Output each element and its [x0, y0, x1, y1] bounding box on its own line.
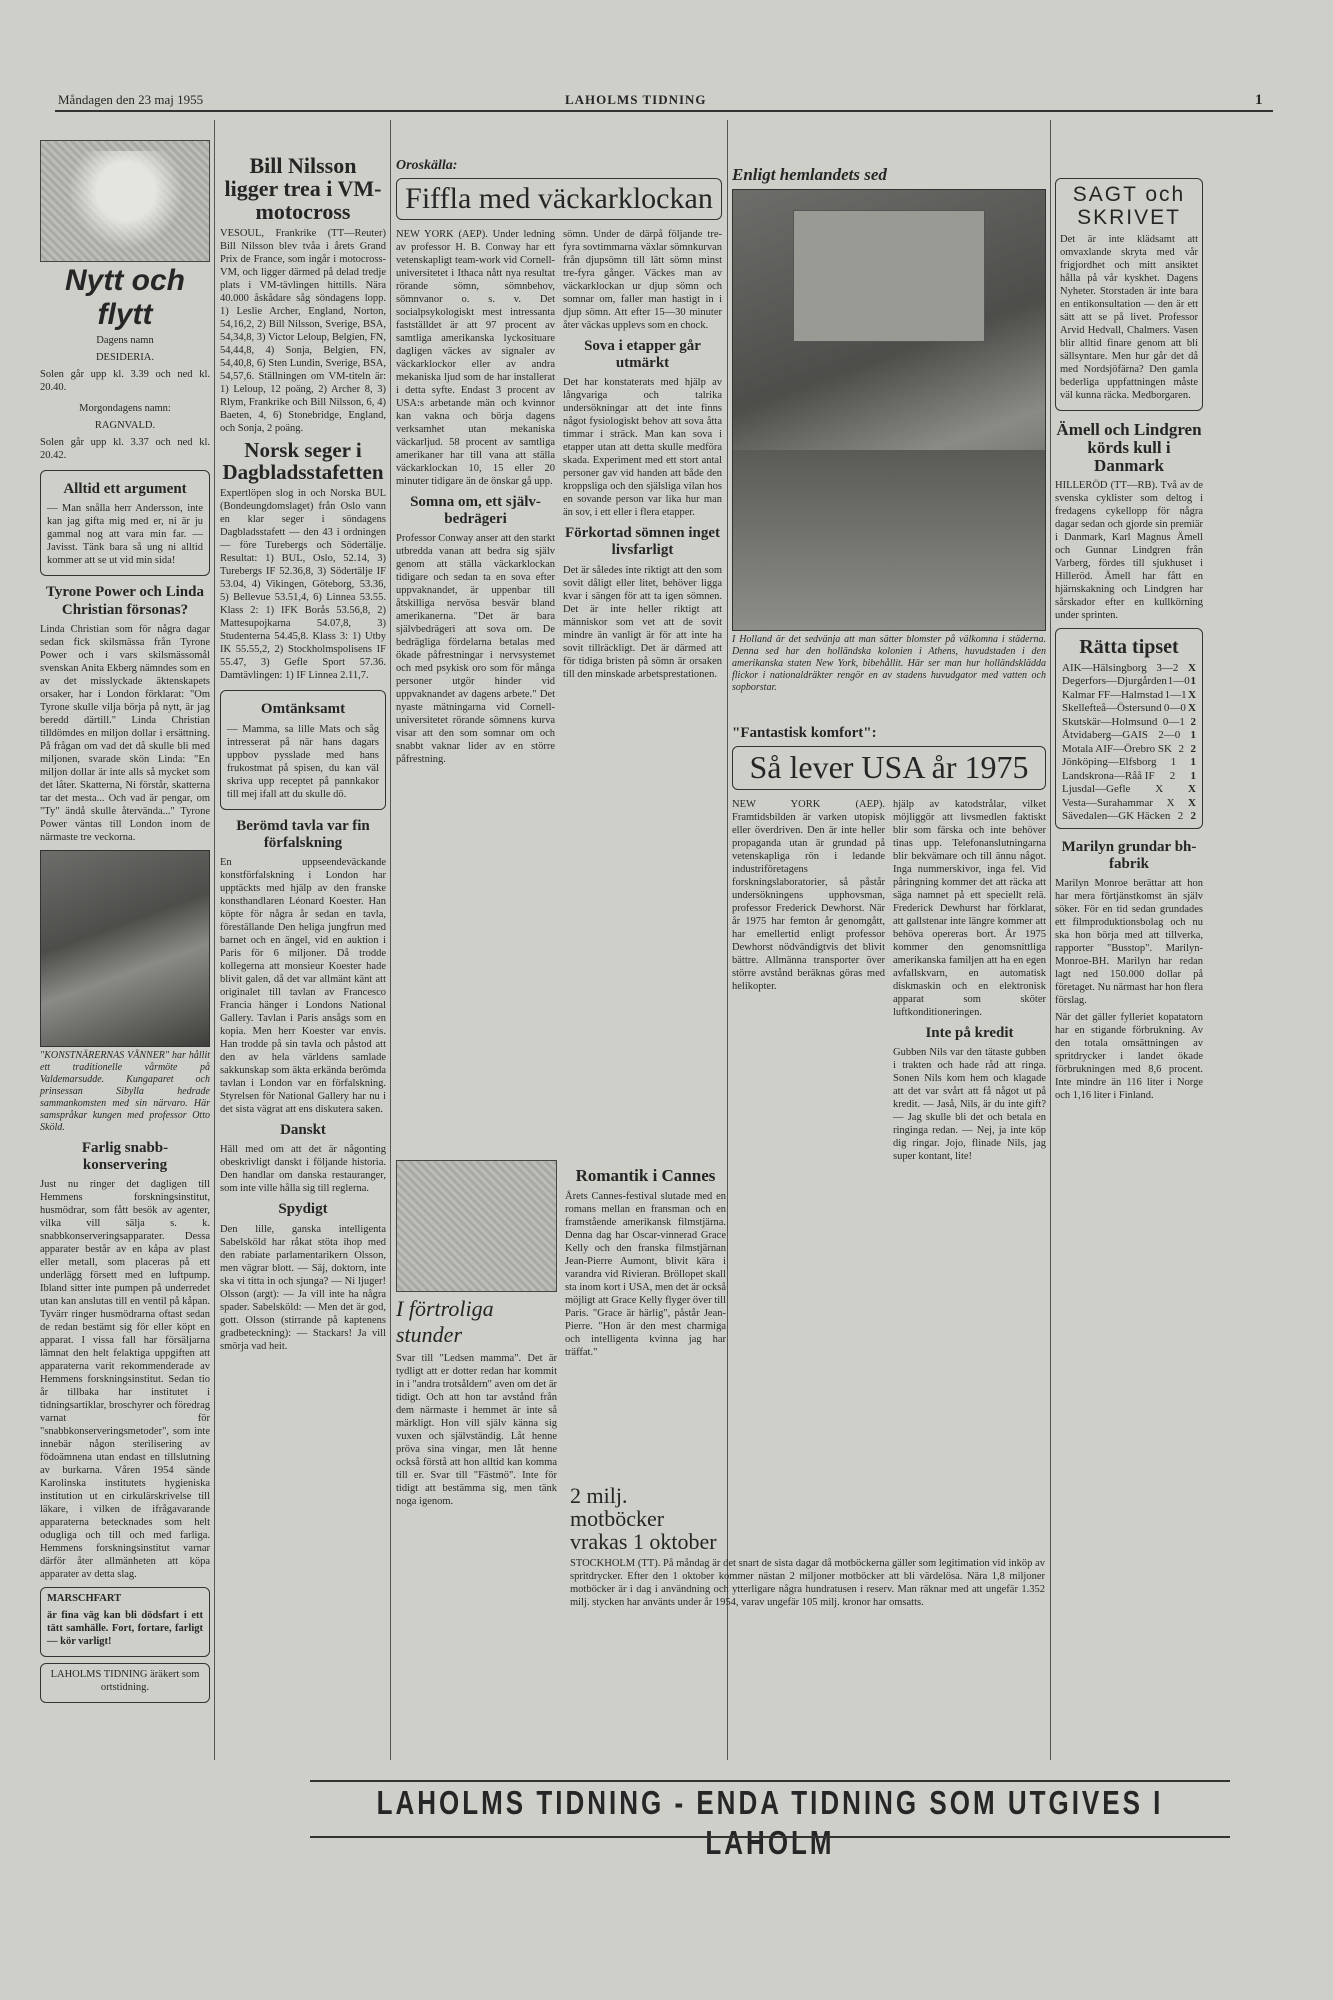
- header-date: Måndagen den 23 maj 1955: [58, 92, 204, 107]
- column-6: [1055, 178, 1203, 1788]
- header-page-number: 1: [1255, 92, 1263, 108]
- tips-row: [1062, 797, 1196, 811]
- marschfart-box: [40, 1587, 210, 1657]
- kicker-label: Oroskälla:: [396, 158, 458, 173]
- sagt-och-skrivet-box: [1055, 178, 1203, 411]
- article-headline: Berömd tavla var fin förfalskning: [236, 817, 370, 851]
- logo-illustration: [40, 140, 210, 262]
- motbocker-article: [570, 1480, 1045, 1780]
- column-3: [396, 158, 722, 1158]
- column-rule: [1050, 120, 1051, 1760]
- tips-sign: 2: [1190, 810, 1196, 823]
- tips-score: 2: [1178, 742, 1184, 755]
- tips-row: [1062, 783, 1196, 797]
- header-rule: [55, 110, 1273, 112]
- tips-row: [1062, 743, 1196, 757]
- tips-row: [1062, 689, 1196, 703]
- bottom-banner: LAHOLMS TIDNING - ENDA TIDNING SOM UTGIVES I LAHOLM: [376, 1782, 1164, 1862]
- tips-row: [1062, 810, 1196, 824]
- tips-score: 2: [1177, 810, 1184, 823]
- tips-score: 0—1: [1162, 715, 1185, 728]
- tips-match: Degerfors—Djurgården: [1062, 675, 1167, 688]
- tips-match: Åtvidaberg—GAIS: [1062, 729, 1148, 742]
- article-body: Just nu ringer det dagligen till Hemmens forskningsinstitut, husmödrar, som fått besök av agenter, vilka vill sälja s. k. snabbkonserveringsapparater. Dessa apparater består av en kåpa av plast eller metall, som placeras på ett underlägg försett med en luftpump. Ibland sitter inte pumpen på underredet utan kan anslutas till en ventil på kåpan. Tyvärr ringer husmödrarna oftast sedan de redan bestämt sig för eller köpt en apparat. I vissa fall har försäljarna lämnat den helt felaktiga uppgiften att apparaterna varit rekommenderade av Hemmens forskningsinstitut. Sedan tio år tillbaka har institutet i tidningsartiklar, broschyrer och föredrag varnat för "snabbkonserveringsmetoder", som inte innebär någon sterilisering av födoämnena utan endast en tillslutning av burkarna. Våren 1954 sände Karolinska institutets hygieniska institution ut en cirkulärskrivelse till läkare, i vilken de ifrågavarande apparaterna betecknades som helt odugliga och till och med farliga. Hemmens forskningsinstitut varnar därför åter allmänheten att köpa apparater av detta slag.: [40, 1179, 210, 1581]
- tips-match: Ljusdal—Gefle: [1062, 783, 1131, 796]
- banner-rule: [310, 1836, 1230, 1838]
- article-body: Expertlöpen slog in och Norska BUL (Bondeungdomslaget) från Oslo vann en klar seger i söndagens Dagbladsstafett — den 43 i ordningen — före Turebergs och Södertälje. Resultat: 1) BUL, Oslo, 52.14, 3) Turebergs IF 52.36,8, 3) Södertälje IF 53.04, 4) Vikingen, Göteborg, 53.36, 5) Bellevue 53.51,4, 6) Linnea 53.55. Klass 2: 1) IFK Borås 53.56,8, 2) Mattesupojkarna 54.07,8, 3) Studenterna 54.45,8. Klass 3: 1) Utby IK 55.55,2, 2) Stockholmspolisens IF 55.47, 3) Gefle Sport 57.36. Damtävlingen: 1) IF Linnea 2.11,7.: [220, 488, 386, 682]
- tips-match: Motala AIF—Örebro SK: [1062, 742, 1172, 755]
- namnsdag-name: DESIDERIA.: [95, 352, 155, 363]
- article-body: NEW YORK (AEP). Under ledning av professor H. B. Conway har ett vetenskapligt team-work vid Cornell-universitetet i Ithaca nått nya resultat rörande sömn, sömnbehov, sömnvanor o. s. v. Det socialpsykologiskt mest intressanta fastställdet är att 97 procent av samtliga amerikanska lyckosituare dagligen väckes av signaler av väckarklockor eller av andra mekaniska ljud som de har installerat i detta syfte. Endast 3 procent av USA:s arbetande män och kvinnor kan vakna och börja dagens verksamhet utan mekaniska väckarljud. 58 procent av samtliga amerikaner har till vana att ställa väckarklockan 10, 15 eller 20 minuter tidigare än de önskar gå upp.: [396, 228, 555, 487]
- column-1: [40, 140, 210, 1880]
- argument-box: [40, 470, 210, 576]
- tips-score: 1: [1170, 756, 1177, 769]
- box-title: Rätta tipset: [1079, 635, 1179, 658]
- article-body: VESOUL, Frankrike (TT—Reuter) Bill Nilsson blev tvåa i årets Grand Prix de France, som ingår i motocross-VM, och ligger därmed på delad tredje plats i VM-tävlingen hittills. Nära 40.000 åskådare såg söndagens lopp. 1) Leslie Archer, England, Norton, 54,16,2, 2) Bill Nilsson, Sverige, BSA, 54,34,8, 3) Victor Leloup, Belgien, FN, 54,44,8, 4) Sonja, Belgien, FN, 54,40,8, 6) Sten Lundin, Sverige, BSA, 54,57,6. Ställningen om VM-titeln är: 1) Leloup, 12 poäng, 2) Archer 8, 3) Rlym, Frankrike och Bill Nilsson, 6, 4) Baeten, 4, 6) Stonebridge, England, och Sonja, 2 poäng.: [220, 228, 386, 435]
- article-body: Det har konstaterats med hjälp av långvariga och talrika undersökningar att det inte finns något fysiologiskt behov att sova åtta timmar i sträck. Man kan sova i etapper utan att detta skulle medföra skada. Experiment med ett stort antal personer gav vid handen att både den kroppsliga och den själsliga vilan hos en sovande person var lika hur man än sov, i ett eller i flera etapper.: [563, 377, 722, 518]
- tips-match: Skellefteå—Östersund: [1062, 702, 1162, 715]
- article-body: Svar till "Ledsen mamma". Det är tydligt att er dotter redan har kommit in i "andra trotsåldern" aven om det är tidigt. Och att hon tar avstånd från dem närmaste i hemmet är inte så märkligt. Hon vill själv känna sig vuxen och självständig. Låt henne pröva sina vingar, men låt henne också förstå att hon alltid kan komma till er. Svar till "Fästmö". Inte för tidigt att bestämma sig, men tänk noga igenom.: [396, 1353, 557, 1507]
- article-headline: Romantik i Cannes: [575, 1166, 716, 1185]
- article-body: Häll med om att det är någonting obeskrivligt danskt i följande historia. Den handlar om danska restauranger, som inte ville hålla sig till reglerna.: [220, 1144, 386, 1195]
- news-photo: [40, 850, 210, 1047]
- article-headline: Farlig snabb-konservering: [81, 1139, 169, 1173]
- usa-article: [732, 725, 1046, 1605]
- tips-match: Sävedalen—GK Häcken: [1062, 810, 1171, 823]
- article-subhead: Inte på kredit: [925, 1024, 1014, 1041]
- article-subhead: Somna om, ett själv-bedrägeri: [410, 493, 541, 527]
- article-headline: Ämell och Lindgren körds kull i Danmark: [1056, 420, 1202, 475]
- article-body: — Man snålla herr Andersson, inte kan jag gifta mig med er, ni är ju gammal nog att vara min far. — Javisst. Tänk bara så ung ni alltid kommer att se ut vid min sida!: [47, 503, 203, 567]
- tips-match: Jönköping—Elfsborg: [1062, 756, 1157, 769]
- tips-sign: 1: [1190, 756, 1196, 769]
- banner-rule: [310, 1780, 1230, 1782]
- column-rule: [214, 120, 215, 1760]
- article-headline: Spydigt: [278, 1201, 328, 1218]
- cannes-article: [396, 1160, 726, 1507]
- article-body: Årets Cannes-festival slutade med en romans mellan en fransman och en framstående amerikansk filmstjärna. Denna dag har Oscar-vinnerad Grace Kelly och den franska filmstjärnan Jean-Pierre Aumont, blivit kära i varandra vid Rivieran. Bröllopet skall sta inom kort i USA, men det är också möjligt att Grace Kelly flyger över till Paris. "Grace är härlig", påstår Jean-Pierre. "Hon är den mest charmiga och intelligenta kvinna jag har träffat.": [565, 1190, 726, 1358]
- tips-match: AIK—Hälsingborg: [1062, 661, 1147, 674]
- column-headline: I förtroliga stunder: [396, 1296, 494, 1347]
- tips-score: 2—0: [1158, 729, 1181, 742]
- tips-match: Kalmar FF—Halmstad: [1062, 688, 1164, 701]
- kicker-label: "Fantastisk komfort":: [732, 725, 877, 741]
- tips-match: Skutskär—Holmsund: [1062, 715, 1158, 728]
- tips-row: [1062, 716, 1196, 730]
- namnsdag-label: Dagens namn: [96, 335, 154, 346]
- ad-text: LAHOLMS TIDNING äräkert som ortstidning.: [50, 1669, 200, 1694]
- article-body: HILLERÖD (TT—RB). Två av de svenska cyklister som deltog i fredagens cykellopp för några dagar sedan och gjorde sin premiär i Danmark, Karl Magnus Ämell och Gunnar Lindgren från Varberg, fördes till sjukhuset i Hilleröd. Ämell har fått en hjärnskakning och Lindgren har sårskador efter en kullkörning under sprinten.: [1055, 479, 1203, 621]
- header-paper-name: LAHOLMS TIDNING: [565, 92, 707, 107]
- article-body: En uppseendeväckande konstförfalskning i London har upptäckts med hjälp av den franske konsthandlaren Léonard Koester. Han köpte för några år sedan en tavla, föreställande Den heliga jungfrun med barnet och en ängel, vid en auktion i Paris för 6 miljoner. Då trodde kollegerna att monsieur Koester hade blivit galen, då det var allmänt känt att originalet till tavlan av Francesco Francia hänger i Londons National Gallery. Tavlan i Paris ansågs som en kopia. Men herr Koester var envis. Han trodde på sin tavla och påstod att den av hela världens samlade sakkunskap som äkta erkända berömda tavlan i London var en förfalskning. Styrelsen för National Gallery har nu i det sista vägrat att ens diskutera saken.: [220, 857, 386, 1116]
- article-headline: 2 milj. motböcker vrakas 1 oktober: [570, 1483, 717, 1555]
- article-headline: Så lever USA år 1975: [732, 746, 1046, 790]
- tips-score: X: [1155, 783, 1164, 796]
- tips-sign: 2: [1190, 715, 1196, 728]
- tips-sign: 1: [1190, 675, 1196, 688]
- article-headline: Danskt: [280, 1122, 326, 1139]
- tips-sign: X: [1188, 702, 1196, 715]
- logo-text: Nytt och flytt: [65, 264, 185, 331]
- article-headline: Norsk seger i Dagbladsstafetten: [222, 438, 384, 485]
- article-headline: Bill Nilsson ligger trea i VM-motocross: [224, 153, 382, 225]
- tips-sign: X: [1188, 783, 1196, 796]
- photo-caption: "KONSTNÄRERNAS VÄNNER" har hållit ett traditionelle vårmöte på Valdemarsudde. Kungaparet och prinsessan Sibylla hedrade sammankomsten med sin närvaro. Här samspråkar kungen med professor Otto Sköld.: [40, 1049, 210, 1133]
- article-headline: Tyrone Power och Linda Christian försonas?: [46, 584, 204, 618]
- tips-row: [1062, 662, 1196, 676]
- article-body: — Mamma, sa lille Mats och såg intresserat på när hans dagars uppbov pysslade med hans frukostmat på spisen, du kan väl skriva upp receptet på pannkakor till mej ifall att du skulle dö.: [227, 723, 379, 800]
- illustration: [396, 1160, 557, 1292]
- article-body: När det gäller fylleriet kopatatorn har en stigande förbrukning. Av den totala omsättningen av spritdrycker i landet ökade förbrukningen med 8,6 procent. Inte mindre än 116 liter i Norge och 1,16 liter i Finland.: [1055, 1012, 1203, 1102]
- tips-score: 3—2: [1156, 661, 1179, 674]
- tips-score: X: [1166, 796, 1175, 809]
- tips-match: Vesta—Surahammar: [1062, 796, 1154, 809]
- tips-sign: X: [1188, 661, 1196, 674]
- omtanksamt-box: [220, 690, 386, 809]
- column-2: [220, 150, 386, 1790]
- tips-score: 1—0: [1167, 675, 1190, 688]
- article-headline: Marilyn grundar bh-fabrik: [1061, 838, 1197, 872]
- tips-sign: 2: [1190, 742, 1196, 755]
- tips-score: 1—1: [1164, 688, 1187, 701]
- photo-caption: I Holland är det sedvänja att man sätter blomster på välkomna i städerna. Denna sed har den holländska kolonien i Athens, huvudstaden i den amerikanska staten New York, bibehållit. Här ser man hur holländsklädda flickor i nationaldräkter rengör en av stadens huvudgator med vatten och sopborstar.: [732, 634, 1046, 693]
- article-headline: Omtänksamt: [260, 701, 346, 718]
- article-headline: Fiffla med väckarklockan: [396, 178, 722, 220]
- tips-row: [1062, 770, 1196, 784]
- tips-row: [1062, 729, 1196, 743]
- column-headline: SAGT och SKRIVET: [1072, 183, 1186, 230]
- tips-match: Landskrona—Råå IF: [1062, 769, 1155, 782]
- tips-row: [1062, 756, 1196, 770]
- article-subhead: Sova i etapper går utmärkt: [584, 337, 701, 371]
- column-4: [732, 165, 1046, 725]
- photo-headline: Enligt hemlandets sed: [732, 165, 887, 184]
- tips-sign: X: [1188, 796, 1196, 809]
- ad-box: [40, 1663, 210, 1703]
- article-body: NEW YORK (AEP). Framtidsbilden är varken utopisk eller överdriven. Den är inte heller propaganda utan är grundad på vetenskapliga rön i ledande industriföretagens forskningslaboratorier, så påstår undersökningens upphovsman, professor Frederick Dewhorst. När år 1975 har femton år genomgått, har emellertid enligt professor Dewhorst nödvändigtvis det blivit bättre. Allmänna transporter över större avstånd beräknas göras med helikopter.: [732, 798, 885, 992]
- article-body: Gubben Nils var den tätaste gubben i trakten och hade råd att ringa. Sonen Nils kom hem och klagade att det var svårt att få något ut på kredit. — Jaså, Nils, är du inte gift? — Jag skulle bli det och betala en ringinga redan. — Nej, ja inte köp dig ringar. Jojo, flinade Nils, jag super kontant, lite!: [893, 1046, 1046, 1162]
- tips-sign: 1: [1190, 729, 1196, 742]
- article-body: hjälp av katodstrålar, vilket möjliggör att livsmedlen faktiskt blir som färska och inte behöver tinas upp. Telefonanslutningarna blir bekvämare och till ännu något. Inga nummerskivor, inga fel. Vid påringning kommer det att räcka att säga namnet på ett speciellt relä. Frederick Dewhurst har förklarat, att gallstenar inte längre kommer att behöva opereras bort. År 1975 kommer den genomsnittliga amerikanska familjen att ha en egen avfallskvarn, en automatisk diskmaskin och en elektronisk apparat som sköter luftkonditioneringen.: [893, 798, 1046, 1018]
- article-body: Linda Christian som för några dagar sedan fick skilsmässa från Tyrone Power och i vars skilsmässomål svenskan Anita Ekberg nämndes som en av det misslyckade äktenskapets orsaker, har i London förklarat: "Om Tyrone skulle vilja börja på nytt, är jag beredd därtill." Linda Christian tilldömdes en miljon dollar i ersättning. På frågan om vad det då skulle bli med miljonen, svarade skön Linda: "En miljon dollar är inte alls så mycket som det låter. Skatterna, Ni förstår, skatterna tar det mesta... Och vad är pengar, om "Ty" ändå skulle återvända..." Tyrone Power väntas till London inom de närmaste tre veckorna.: [40, 623, 210, 843]
- article-body: Det är således inte riktigt att den som sovit dåligt eller litet, behöver ligga kvar i sängen för att ta igen sömnen. Det är inte heller riktigt att människor som vet att de sovit mindre än vanligt är för att inte ha sovit tillräckligt. Det är därmed att för tidiga bristen på sömn är orsaken till den minskade arbetsprestationen.: [563, 564, 722, 680]
- namnsdag-label: Morgondagens namn:: [79, 403, 171, 414]
- news-photo: [732, 189, 1046, 631]
- tips-row: [1062, 675, 1196, 689]
- tips-sign: X: [1188, 688, 1196, 701]
- article-body: STOCKHOLM (TT). På måndag är det snart de sista dagar då motböckerna gäller som legitimation vid inköp av spritdrycker. Efter den 1 oktober kommer nästan 2 miljoner motböcker att bli värdelösa. Nära 1,8 miljoner motböcker är i dag i användning och ytterligare några hundratusen i reserv. Man räknar med att ungefär 1.352 milj. stycken har använts under år 1954, varav ungefär 105 milj. kronor har omsatts.: [570, 1558, 1045, 1609]
- tips-list: [1062, 662, 1196, 824]
- tips-score: 0—0: [1163, 702, 1186, 715]
- article-body: Den lille, ganska intelligenta Sabelsköld har råkat stöta ihop med den rabiate parlamentarikern Olsson, men vägrar blott. — Säj, doktorn, inte ska vi titta in och sjunga? — Ni ljuger! Olsson (argt): — Ja vill inte ha några spader. Sabelsköld: — Men det är god, gott. Olsson (stirrande på kaptenens gradbeteckning): — Stackars! Ja vill smörja vad heit.: [220, 1223, 386, 1352]
- article-body: sömn. Under de därpå följande tre-fyra sovtimmarna växlar sömnkurvan från djupsömn till lätt sömn minst tre-fyra gånger. Väckes man av väckarklockan ur djup sömn och somnar om, faller man hastigt in i djup sömn. Att efter 15—30 minuter åter väckas upplevs som en chock.: [563, 228, 722, 331]
- ratta-tipset-box: [1055, 628, 1203, 829]
- column-rule: [390, 120, 391, 1760]
- article-body: Marilyn Monroe berättar att hon har mera förtjänstkomst än själv söker. För en tid sedan grundades ett filmproduktionsbolag och nu ska hon börja med att tillverka, rapporter "Busstop". Marilyn-Monroe-BH. Marilyn har redan lagt ned 150.000 dollar på företaget. Nu närmast har hon flera förslag.: [1055, 878, 1203, 1007]
- tips-row: [1062, 702, 1196, 716]
- article-headline: Alltid ett argument: [63, 481, 187, 497]
- box-text: är fina väg kan bli dödsfart i ett tätt samhälle. Fort, fortare, farligt — kör varligt!: [47, 1610, 203, 1648]
- sun-times: Solen går upp kl. 3.39 och ned kl. 20.40.: [40, 369, 210, 393]
- sun-times: Solen går upp kl. 3.37 och ned kl. 20.42.: [40, 437, 210, 461]
- article-body: Professor Conway anser att den starkt utbredda vanan att bedra sig själv genom att ställa väckarklockan tidigare och sedan ta en sova efter uppvaknandet, är uppenbar till åtskilliga nervösa besvär bland amerikanerna. "Det är bara självbedrägeri att sova om. De bedrägliga fördelarna betalas med ökade påfrestningar i nervsystemet och med psykisk oro som för många personer utgör hinder vid uppvaknandet av dagens arbete." Det nyaste mätningarna vid Cornell-universitetet rörande sömnens kurva visar att den som somnar om och snabbt vaknar lider av en större påfrestning.: [396, 533, 555, 765]
- namnsdag-name: RAGNVALD.: [94, 420, 156, 431]
- article-subhead: Förkortad sömnen inget livsfarligt: [565, 525, 720, 559]
- tips-sign: 1: [1190, 769, 1196, 782]
- tips-score: 2: [1169, 769, 1176, 782]
- box-title: MARSCHFART: [47, 1593, 122, 1605]
- article-body: Det är inte klädsamt att omvaxlande skryta med vår frigjordhet och mitt ansiktet hålla på vår kyskhet. Dagens Nyheter. Storstaden är inte bara en entikonsultation — den är ett sätt att se på livet. Professor Arvid Hedvall, Chalmers. Vasen blir alltid finare genom att bli sällsyntare. Men hur går det då med Nordsjöfärna? Den gamla bederliga uppfattningen måste väl kunna räcka. Medborgaren.: [1060, 234, 1198, 402]
